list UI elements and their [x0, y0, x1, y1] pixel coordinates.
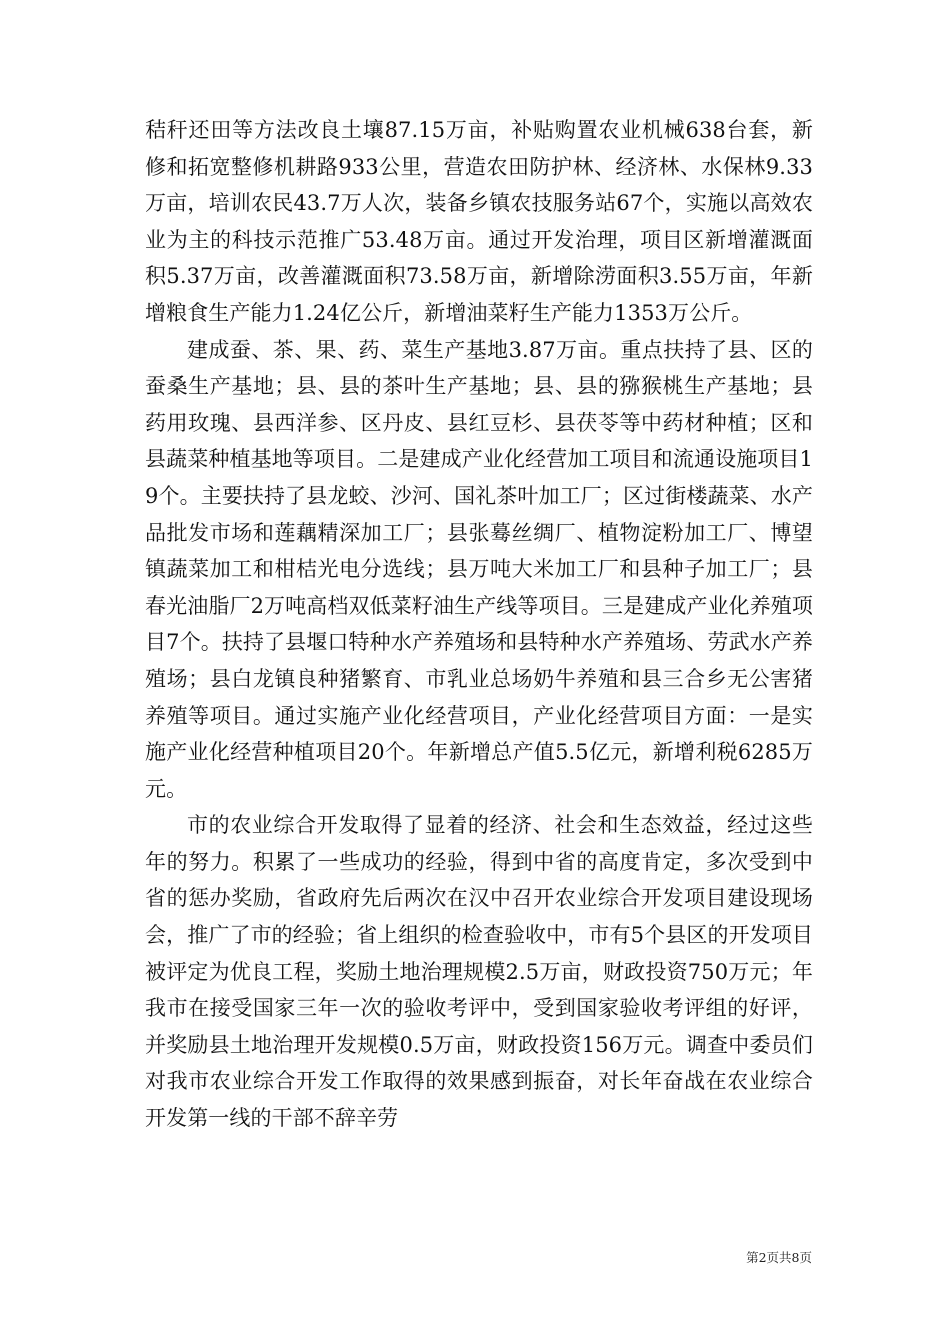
document-body — [145, 112, 813, 1137]
page-number: 第2页共8页 — [746, 1250, 812, 1265]
paragraph-3: 市的农业综合开发取得了显着的经济、社会和生态效益，经过这些年的努力。积累了一些成功的经验，得到中省的高度肯定，多次受到中省的惩办奖励，省政府先后两次在汉中召开农业综合开发项目建设现场会，推广了市的经验；省上组织的检查验收中，市有5个县区的开发项目被评定为优良工程，奖励土地治理规模2.5万亩，财政投资750万元；年我市在接受国家三年一次的验收考评中，受到国家验收考评组的好评，并奖励县土地治理开发规模0.5万亩，财政投资156万元。调查中委员们对我市农业综合开发工作取得的效果感到振奋，对长年奋战在农业综合开发第一线的干部不辞辛劳 — [145, 813, 813, 1131]
paragraph-1: 秸秆还田等方法改良土壤87.15万亩，补贴购置农业机械638台套，新修和拓宽整修机耕路933公里，营造农田防护林、经济林、水保林9.33万亩，培训农民43.7万人次，装备乡镇农技服务站67个，实施以高效农业为主的科技示范推广53.48万亩。通过开发治理，项目区新增灌溉面积5.37万亩，改善灌溉面积73.58万亩，新增除涝面积3.55万亩，年新增粮食生产能力1.24亿公斤，新增油菜籽生产能力1353万公斤。 — [145, 118, 813, 325]
paragraph-2: 建成蚕、茶、果、药、菜生产基地3.87万亩。重点扶持了县、区的蚕桑生产基地；县、县的茶叶生产基地；县、县的猕猴桃生产基地；县药用玫瑰、县西洋参、区丹皮、县红豆杉、县茯苓等中药材种植；区和县蔬菜种植基地等项目。二是建成产业化经营加工项目和流通设施项目19个。主要扶持了县龙蛟、沙河、国礼茶叶加工厂；区过街楼蔬菜、水产品批发市场和莲藕精深加工厂；县张蓦丝绸厂、植物淀粉加工厂、博望镇蔬菜加工和柑桔光电分选线；县万吨大米加工厂和县种子加工厂；县春光油脂厂2万吨高档双低菜籽油生产线等项目。三是建成产业化养殖项目7个。扶持了县堰口特种水产养殖场和县特种水产养殖场、劳武水产养殖场；县白龙镇良种猪繁育、市乳业总场奶牛养殖和县三合乡无公害猪养殖等项目。通过实施产业化经营项目，产业化经营项目方面：一是实施产业化经营种植项目20个。年新增总产值5.5亿元，新增利税6285万元。 — [145, 337, 813, 801]
